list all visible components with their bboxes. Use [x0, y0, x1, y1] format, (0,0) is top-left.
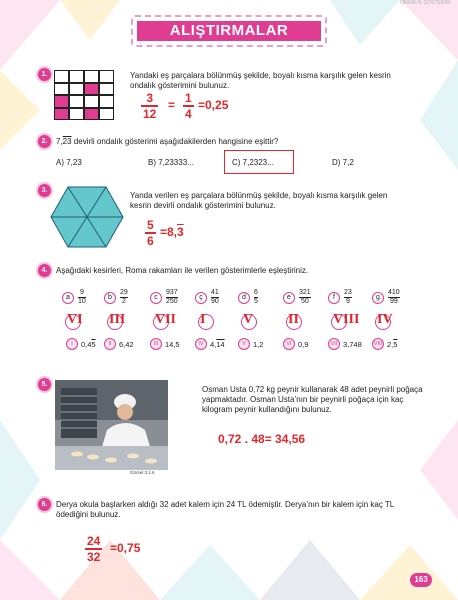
- q6-text-line1: Derya okula başlarken aldığı 32 adet kalem için 24 TL ödemiştir. Derya’nın bir kalem için kaç TL: [56, 500, 395, 509]
- q4-option-roman-5: VI: [283, 338, 295, 350]
- q4-option-value-4: 1,2: [253, 340, 264, 349]
- q6-ans-denominator: 32: [87, 549, 101, 564]
- q1-text-line2: ondalık gösterimini bulunuz.: [130, 81, 230, 90]
- q2-option-a[interactable]: A) 7,23: [56, 158, 82, 167]
- q4-letter-0: a: [62, 292, 74, 304]
- q4-answer-0: VI: [67, 312, 83, 327]
- q4-letter-6: f: [328, 292, 340, 304]
- q4-answer-3: I: [200, 312, 206, 327]
- q1-ans-numerator-2: 1: [185, 91, 192, 105]
- q1-text-line1: Yandaki eş parçalara bölünmüş şekilde, boyalı kısma karşılık gelen kesrin: [130, 71, 391, 80]
- q4-option-value-0: 0,45: [81, 340, 96, 349]
- q1-grid-cell: [84, 95, 99, 108]
- q1-equals: =: [168, 98, 176, 112]
- page-title: ALIŞTIRMALAR: [137, 21, 321, 41]
- q4-letter-1: b: [104, 292, 116, 304]
- q1-grid-cell: [99, 83, 114, 96]
- q4-fraction-2: 937 250: [166, 289, 178, 305]
- q1-grid-cell: [54, 83, 69, 96]
- q1-ans-denominator-1: 12: [143, 106, 157, 121]
- title-frame: [131, 15, 327, 47]
- q1-answer-result: =0,25: [198, 98, 229, 112]
- q4-answer-7: IV: [377, 312, 393, 327]
- q4-option-value-6: 3,748: [343, 340, 362, 349]
- q6-answer-fraction: [85, 534, 102, 564]
- q1-answer-fraction-1: [141, 91, 158, 121]
- q4-fraction-4: 6 5: [254, 289, 258, 305]
- q4-fraction-3: 41 90: [211, 289, 219, 305]
- q4-option-value-5: 0,9: [298, 340, 309, 349]
- q4-letter-4: d: [238, 292, 250, 304]
- q3-ans-numerator: 5: [147, 218, 154, 232]
- q4-answer-2: VII: [155, 312, 177, 327]
- q4-letter-2: c: [150, 292, 162, 304]
- q1-grid-cell: [54, 108, 69, 121]
- q4-answer-6: VIII: [333, 312, 360, 327]
- q3-text-line1: Yanda verilen eş parçalara bölünmüş şekilde, boyalı kısma karşılık gelen: [130, 191, 388, 200]
- q1-answer-fraction-2: [183, 91, 194, 121]
- q3-answer-result: =8,3: [160, 225, 184, 239]
- question-number-6: 6.: [38, 498, 51, 511]
- question-number-2: 2.: [38, 135, 51, 148]
- q4-fraction-7: 410 99: [388, 289, 400, 305]
- question-number-5: 5.: [38, 378, 51, 391]
- photo-caption: Görsel 3.1.6: [130, 470, 155, 475]
- q4-option-roman-6: VII: [328, 338, 340, 350]
- q1-grid-cell: [54, 95, 69, 108]
- q2-text: 7,23 devirli ondalık gösterimi aşağıdakilerden hangisine eşittir?: [56, 137, 279, 146]
- q4-option-roman-7: VIII: [372, 338, 384, 350]
- q4-option-roman-3: IV: [195, 338, 207, 350]
- q5-answer: 0,72 . 48= 34,56: [218, 432, 306, 446]
- q4-fraction-0: 9 10: [78, 289, 86, 305]
- q3-text-line2: kesrin devirli ondalık gösterimini bulunuz.: [130, 201, 276, 210]
- q3-hexagon: [50, 185, 124, 249]
- q4-letter-7: g: [372, 292, 384, 304]
- q3-answer-fraction: [145, 218, 156, 248]
- q1-ans-numerator-1: 3: [146, 91, 154, 105]
- q4-text: Aşağıdaki kesirleri, Roma rakamları ile verilen gösterimlerle eşleştiriniz.: [56, 266, 309, 275]
- q1-grid-cell: [69, 70, 84, 83]
- q4-option-roman-1: II: [104, 338, 116, 350]
- q2-option-b[interactable]: B) 7,23333...: [148, 158, 194, 167]
- q5-text-line3: kilogram peynir kullandığını bulunuz.: [202, 405, 332, 414]
- q3-ans-denominator: 6: [147, 233, 154, 248]
- q4-option-value-2: 14,5: [165, 340, 180, 349]
- q4-option-roman-2: III: [150, 338, 162, 350]
- q2-option-d[interactable]: D) 7,2: [332, 158, 354, 167]
- q1-grid-cell: [99, 70, 114, 83]
- q4-option-value-3: 4,14: [210, 340, 225, 349]
- q4-letter-5: e: [283, 292, 295, 304]
- q4-fraction-1: 29 2: [120, 289, 128, 305]
- question-number-4: 4.: [38, 264, 51, 277]
- q2-option-c[interactable]: C) 7,2323...: [232, 158, 274, 167]
- q5-text-line2: yapmaktadır. Osman Usta’nın bir peynirli poğaça için kaç: [202, 395, 404, 404]
- q4-letter-3: ç: [195, 292, 207, 304]
- bakery-photo: [55, 380, 168, 470]
- q4-fraction-6: 23 9: [344, 289, 352, 305]
- q1-grid-cell: [99, 95, 114, 108]
- q4-option-roman-0: I: [66, 338, 78, 350]
- q1-grid-cell: [54, 70, 69, 83]
- q4-option-value-1: 6,42: [119, 340, 134, 349]
- q1-grid-cell: [69, 108, 84, 121]
- q6-text-line2: ödediğini bulunuz.: [56, 510, 121, 519]
- q1-grid: [54, 70, 114, 120]
- header-tag: ONDALIK GÖSTERİM: [399, 0, 450, 6]
- q4-answer-4: V: [243, 312, 254, 327]
- q1-grid-cell: [69, 95, 84, 108]
- q1-grid-cell: [99, 108, 114, 121]
- q5-text-line1: Osman Usta 0,72 kg peynir kullanarak 48 adet peynirli poğaça: [202, 385, 423, 394]
- q1-grid-cell: [84, 108, 99, 121]
- q4-answer-5: II: [288, 312, 299, 327]
- q4-answer-1: III: [109, 312, 126, 327]
- q1-ans-denominator-2: 4: [185, 106, 192, 121]
- q6-ans-numerator: 24: [87, 534, 101, 548]
- q4-option-value-7: 2,5: [387, 340, 398, 349]
- q1-grid-cell: [69, 83, 84, 96]
- question-number-3: 3.: [38, 184, 51, 197]
- question-number-1: 1.: [38, 68, 51, 81]
- q1-grid-cell: [84, 83, 99, 96]
- q4-option-roman-4: V: [238, 338, 250, 350]
- page-number: 163: [410, 573, 432, 587]
- q1-grid-cell: [84, 70, 99, 83]
- q4-fraction-5: 321 50: [299, 289, 311, 305]
- q6-answer-result: =0,75: [110, 541, 141, 555]
